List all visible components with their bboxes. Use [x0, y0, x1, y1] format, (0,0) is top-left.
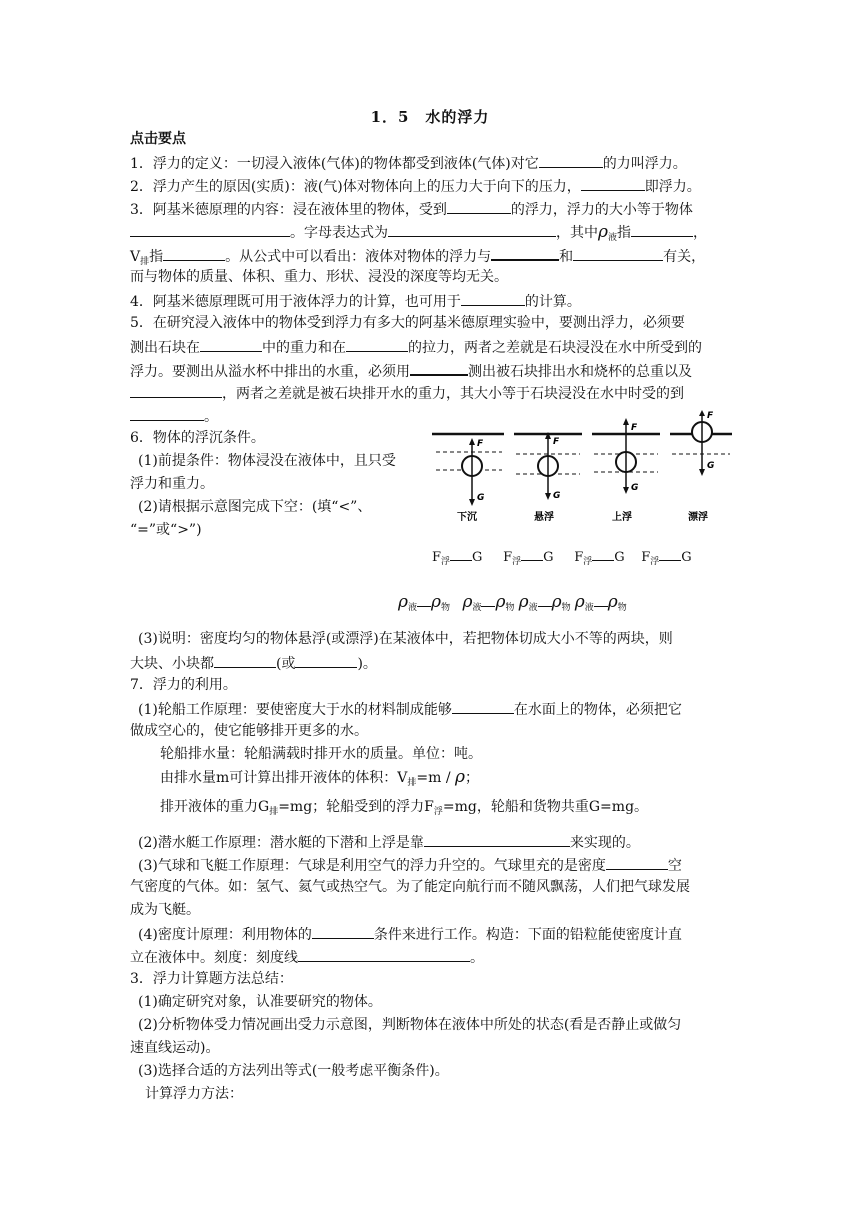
svg-text:G: G — [477, 493, 485, 503]
text: 来实现的。 — [569, 835, 640, 851]
svg-text:F: F — [631, 423, 638, 433]
text: 。 — [470, 950, 484, 966]
subscript: 物 — [505, 603, 515, 613]
text: ； — [465, 770, 480, 786]
point-7-3 — [138, 855, 682, 875]
subscript: 物 — [441, 603, 451, 613]
point-3-cont — [130, 222, 707, 247]
blank[interactable] — [410, 360, 468, 376]
blank[interactable] — [214, 653, 276, 668]
point-7-3-cont2: 成为飞艇。 — [130, 902, 200, 918]
blank[interactable] — [452, 699, 514, 714]
text: (或 — [276, 656, 296, 672]
label-suspended: 悬浮 — [534, 512, 554, 523]
point-7-1 — [138, 699, 682, 719]
subscript: 浮 — [650, 557, 660, 567]
blank[interactable] — [521, 546, 543, 561]
rho-symbol: ρ — [495, 592, 506, 612]
subscript: 液 — [472, 603, 482, 613]
text: 。字母表达式为 — [290, 225, 388, 241]
text: ，两者之差就是被石块排开水的重力，其大小等于石块浸没在水中时受的到 — [222, 386, 684, 402]
calc-step-2: (2)分析物体受力情况画出受力示意图，判断物体在液体中所处的状态(看是否静止或做匀 — [138, 1017, 682, 1033]
subscript: 浮 — [512, 557, 522, 567]
subscript: 液 — [608, 233, 618, 243]
blank[interactable] — [163, 246, 225, 261]
text: 指 — [617, 225, 632, 241]
blank[interactable] — [298, 947, 470, 962]
rho-symbol: ρ — [462, 592, 473, 612]
svg-text:G: G — [553, 491, 561, 501]
subscript: 排 — [407, 778, 417, 788]
label-sinking: 下沉 — [457, 512, 477, 523]
text: (4)密度计原理：利用物体的 — [138, 927, 312, 943]
point-2 — [130, 176, 701, 196]
ship-weight — [160, 798, 648, 821]
rho-symbol: ρ — [551, 592, 562, 612]
blank[interactable] — [130, 406, 204, 421]
blank[interactable] — [573, 246, 663, 261]
blank[interactable] — [447, 199, 511, 214]
point-7-4-cont — [130, 947, 484, 967]
blank[interactable] — [295, 653, 357, 668]
text: )。 — [357, 656, 377, 672]
blank[interactable] — [450, 546, 472, 561]
svg-text:G: G — [631, 483, 639, 493]
point-7-2 — [138, 832, 640, 852]
text: 的力叫浮力。 — [602, 156, 687, 172]
subscript: 浮 — [441, 557, 451, 567]
text: 3．阿基米德原理的内容：浸在液体里的物体，受到 — [130, 202, 447, 218]
text: 1．浮力的定义：一切浸入液体(气体)的物体都受到液体(气体)对它 — [130, 156, 539, 172]
text: 测出被石块排出水和烧杯的总重以及 — [468, 364, 692, 380]
blank[interactable] — [312, 924, 374, 939]
text: G — [614, 550, 625, 565]
subscript: 浮 — [583, 557, 593, 567]
text: 立在液体中。刻度：刻度线 — [130, 950, 298, 966]
label-floating: 漂浮 — [688, 512, 708, 523]
text: =m / — [416, 770, 456, 786]
point-5-cont — [130, 337, 702, 357]
blank[interactable] — [424, 832, 570, 847]
blank[interactable] — [417, 592, 431, 607]
rho-symbol: ρ — [598, 222, 608, 242]
text: ， — [693, 225, 708, 241]
rho-symbol: ρ — [518, 592, 529, 612]
blank[interactable] — [200, 337, 262, 352]
blank[interactable] — [592, 546, 614, 561]
text: 大块、小块都 — [130, 656, 214, 672]
text: (1)轮船工作原理：要使密度大于水的材料制成能够 — [138, 702, 452, 718]
point-6-1-cont: 浮力和重力。 — [130, 476, 214, 492]
text: 。 — [204, 409, 218, 425]
subscript: 排 — [140, 257, 150, 267]
rho-symbol: ρ — [398, 592, 408, 612]
rho-symbol: ρ — [455, 767, 466, 787]
point-6-1: (1)前提条件：物体浸没在液体中，且只受 — [138, 453, 396, 469]
subscript: 物 — [617, 603, 627, 613]
point-7: 7．浮力的利用。 — [130, 677, 237, 693]
text: 排开液体的重力G — [160, 799, 270, 815]
blank[interactable] — [130, 222, 290, 237]
point-5: 5．在研究浸入液体中的物体受到浮力有多大的阿基米德原理实验中，要测出浮力，必须要 — [130, 315, 685, 331]
text: 浮力。要测出从溢水杯中排出的水重，必须用 — [130, 364, 410, 380]
text: =mg，轮船和货物共重G=mg。 — [442, 799, 649, 815]
blank[interactable] — [539, 153, 603, 168]
point-3-cont3: 而与物体的质量、体积、重力、形状、浸没的深度等均无关。 — [130, 269, 508, 285]
blank[interactable] — [491, 245, 559, 261]
text: G — [681, 550, 692, 565]
point-5-cont3 — [130, 383, 684, 403]
panel-sinking — [432, 434, 504, 523]
svg-text:G: G — [707, 461, 715, 471]
text: 测出石块在 — [130, 340, 200, 356]
point-6: 6．物体的浮沉条件。 — [130, 430, 265, 446]
point-5-cont2 — [130, 360, 692, 381]
text: V — [130, 249, 141, 265]
panel-floating — [670, 410, 732, 523]
ship-displacement: 轮船排水量：轮船满载时排开水的质量。单位：吨。 — [160, 746, 482, 762]
page-title: 1．5 水的浮力 — [370, 108, 490, 126]
rho-symbol: ρ — [574, 592, 585, 612]
text: =mg；轮船受到的浮力F — [278, 799, 434, 815]
panel-suspended — [514, 432, 582, 523]
panel-rising — [592, 418, 660, 523]
text: 的计算。 — [524, 294, 581, 310]
point-7-4 — [138, 924, 682, 944]
point-3 — [130, 199, 693, 219]
calc-step-1: (1)确定研究对象，认准要研究的物体。 — [138, 994, 382, 1010]
force-comparison-row — [432, 546, 692, 567]
section-heading: 点击要点 — [130, 131, 186, 147]
subscript: 浮 — [433, 807, 443, 817]
text: 条件来进行工作。构造：下面的铅粒能使密度计直 — [373, 927, 682, 943]
point-6-2-cont: “=”或“>”) — [130, 522, 202, 538]
buoyancy-diagram — [432, 410, 732, 530]
point-7-3-cont: 气密度的气体。如：氢气、氦气或热空气。为了能定向航行而不随风飘荡，人们把气球发展 — [130, 879, 690, 895]
blank[interactable] — [538, 592, 552, 607]
text: (3)气球和飞艇工作原理：气球是利用空气的浮力升空的。气球里充的是密度 — [138, 858, 606, 874]
point-6-2: (2)请根据示意图完成下空：(填“<”、 — [138, 499, 372, 515]
point-4 — [130, 291, 581, 311]
blank[interactable] — [481, 592, 495, 607]
subscript: 液 — [528, 603, 538, 613]
blank[interactable] — [461, 291, 525, 306]
subscript: 物 — [561, 603, 571, 613]
text: 空 — [667, 858, 682, 874]
blank[interactable] — [659, 546, 681, 561]
ship-volume — [160, 768, 479, 792]
text: ，其中 — [556, 225, 598, 241]
calc-summary: 3．浮力计算题方法总结： — [130, 971, 293, 987]
text: 。从公式中可以看出：液体对物体的浮力与 — [225, 249, 492, 265]
calc-method: 计算浮力方法： — [145, 1086, 243, 1102]
calc-step-3: (3)选择合适的方法列出等式(一般考虑平衡条件)。 — [138, 1063, 449, 1079]
text: F — [503, 550, 513, 565]
text: 即浮力。 — [644, 179, 701, 195]
text: G — [472, 550, 483, 565]
blank[interactable] — [594, 592, 608, 607]
blank[interactable] — [130, 383, 222, 398]
text: 的拉力，两者之差就是石块浸没在水中所受到的 — [408, 340, 702, 356]
svg-text:F: F — [707, 411, 714, 421]
text: F — [574, 550, 584, 565]
text: 4．阿基米德原理既可用于液体浮力的计算，也可用于 — [130, 294, 461, 310]
point-1 — [130, 153, 687, 173]
label-rising: 上浮 — [612, 512, 632, 523]
point-6-3: (3)说明：密度均匀的物体悬浮(或漂浮)在某液体中，若把物体切成大小不等的两块，则 — [138, 631, 673, 647]
blank[interactable] — [581, 176, 645, 191]
blank[interactable] — [631, 222, 693, 237]
svg-text:F: F — [477, 439, 484, 449]
blank[interactable] — [606, 855, 668, 870]
subscript: 液 — [408, 603, 418, 613]
text: 中的重力和在 — [262, 340, 346, 356]
text: 2．浮力产生的原因(实质)：液(气)体对物体向上的压力大于向下的压力， — [130, 179, 581, 195]
text: 和 — [559, 249, 574, 265]
text: 在水面上的物体，必须把它 — [513, 702, 682, 718]
calc-step-2-cont: 速直线运动)。 — [130, 1040, 220, 1056]
text: 的浮力，浮力的大小等于物体 — [510, 202, 693, 218]
text: 指 — [149, 249, 164, 265]
text: 有关， — [663, 249, 706, 265]
text: G — [543, 550, 554, 565]
blank[interactable] — [346, 337, 408, 352]
text: (2)潜水艇工作原理：潜水艇的下潜和上浮是靠 — [138, 835, 424, 851]
point-5-cont4 — [130, 406, 218, 426]
text: 由排水量m可计算出排开液体的体积：V — [160, 770, 408, 786]
text: F — [432, 550, 442, 565]
point-6-3-cont — [130, 653, 377, 673]
density-comparison-row — [398, 592, 627, 613]
subscript: 排 — [269, 807, 279, 817]
svg-text:F: F — [553, 437, 560, 447]
rho-symbol: ρ — [607, 592, 618, 612]
text: F — [641, 550, 651, 565]
rho-symbol: ρ — [431, 592, 442, 612]
blank[interactable] — [388, 222, 556, 237]
subscript: 液 — [584, 603, 594, 613]
point-7-1-cont: 做成空心的，使它能够排开更多的水。 — [130, 723, 368, 739]
